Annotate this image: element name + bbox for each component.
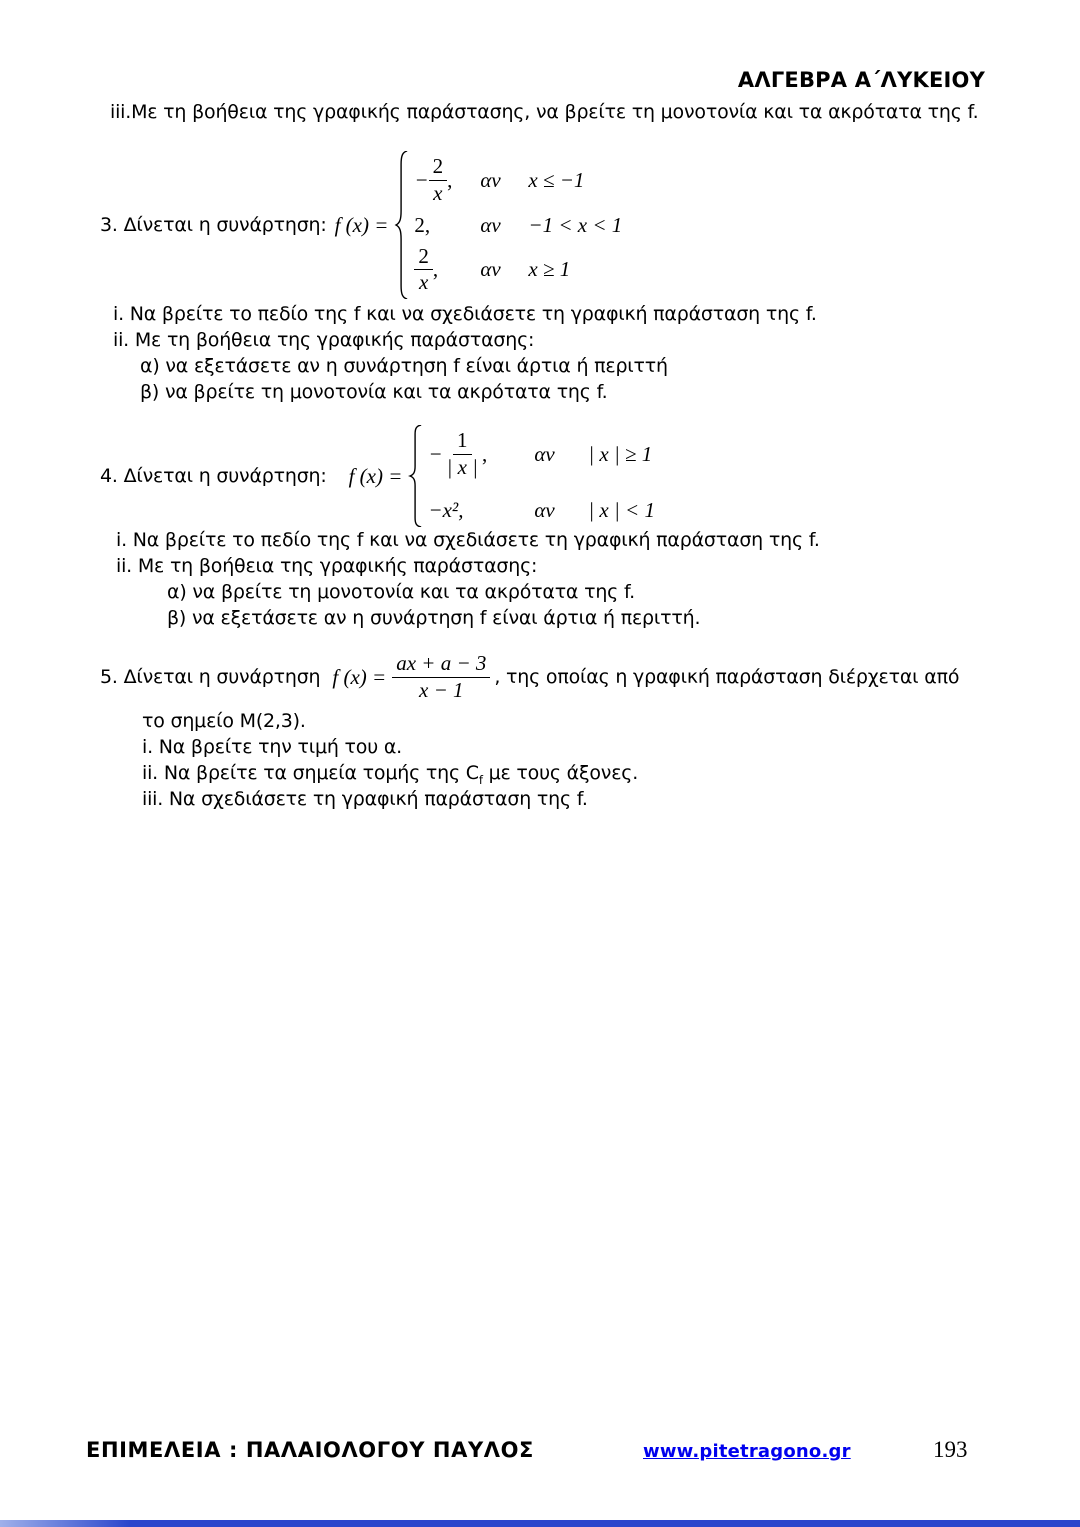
case-row (428, 498, 655, 523)
problem-5-function (100, 644, 959, 710)
problem-3-fx: f (x) = (334, 212, 389, 237)
case-an: αν (480, 257, 501, 282)
footer-page-number: 193 (933, 1437, 968, 1462)
problem-3-cases (410, 150, 622, 300)
problem-4-items (116, 527, 820, 631)
problem-5-lead: 5. Δίνεται η συνάρτηση (100, 666, 321, 688)
problem-5-item-ii: ii. Να βρείτε τα σημεία τομής της $C_f$ με τους άξονες. (142, 762, 639, 787)
problem-4-item-i: i. Να βρείτε το πεδίο της f και να σχεδιάσετε τη γραφική παράσταση της f. (116, 529, 820, 551)
comma: , (447, 167, 453, 192)
problem-4-function (100, 424, 655, 528)
case-expression: −x², (428, 498, 464, 522)
fraction: $\frac{1}{| x |}$ (446, 428, 478, 479)
problem-4-fx: f (x) = (348, 463, 403, 488)
problem-5-fx: f (x) = (332, 664, 387, 689)
case-condition: x ≥ 1 (528, 257, 571, 282)
problem-5-item-i: i. Να βρείτε την τιμή του α. (142, 736, 403, 758)
problem-3-lead: 3. Δίνεται η συνάρτηση: (100, 214, 327, 236)
fraction: $\frac{ax + a - 3}{x - 1}$ (392, 652, 490, 702)
footer-editor-credit: ΕΠΙΜΕΛΕΙΑ : ΠΑΛΑΙΟΛΟΓΟΥ ΠΑΥΛΟΣ (86, 1438, 534, 1462)
problem-5-after-fraction: , της οποίας η γραφική παράσταση διέρχεται από (494, 666, 960, 688)
case-row (428, 429, 655, 479)
problem-4-lead: 4. Δίνεται η συνάρτηση: (100, 465, 327, 487)
problem-3-function (100, 150, 622, 300)
problem-3-item-ii: ii. Με τη βοήθεια της γραφικής παράστασης: (113, 329, 535, 351)
problem-4-item-ii: ii. Με τη βοήθεια της γραφικής παράστασης: (116, 555, 538, 577)
case-condition: x ≤ −1 (528, 167, 585, 192)
problem-5-line2: το σημείο Μ(2,3). (142, 710, 306, 732)
comma: , (432, 257, 439, 282)
case-an: αν (480, 167, 501, 192)
problem-3-items (113, 301, 817, 405)
comma: , (481, 441, 488, 466)
page-header-title: ΑΛΓΕΒΡΑ Α΄ΛΥΚΕΙΟΥ (737, 68, 985, 92)
left-brace-icon (394, 151, 410, 299)
case-row (414, 245, 622, 295)
case-row (414, 155, 622, 205)
left-brace-icon (408, 425, 424, 527)
problem-3-item-i: i. Να βρείτε το πεδίο της f και να σχεδιάσετε τη γραφική παράσταση της f. (113, 303, 817, 325)
case-condition: −1 < x < 1 (528, 212, 623, 237)
problem-4-sub-a: α) να βρείτε τη μονοτονία και τα ακρότατα της f. (167, 581, 635, 603)
problem-5-item-iii: iii. Να σχεδιάσετε τη γραφική παράσταση της f. (142, 788, 588, 810)
case-row (414, 213, 622, 238)
case-expression: 2, (414, 212, 431, 237)
footer-website-link[interactable]: www.pitetragono.gr (643, 1441, 851, 1462)
problem-5-items (142, 708, 638, 812)
problem-3-sub-a: α) να εξετάσετε αν η συνάρτηση f είναι άρτια ή περιττή (140, 355, 668, 377)
case-an: αν (480, 212, 501, 237)
problem-3-sub-b: β) να βρείτε τη μονοτονία και τα ακρότατα της f. (140, 381, 608, 403)
case-an: αν (534, 498, 555, 522)
case-condition: | x | < 1 (588, 498, 655, 522)
fraction: $\frac{2}{x}$ (414, 245, 433, 295)
case-condition: | x | ≥ 1 (588, 441, 653, 466)
footer-bar (0, 1520, 1080, 1527)
cf-subscript: f (478, 772, 483, 787)
problem-4-cases (424, 424, 655, 528)
problem-4-sub-b: β) να εξετάσετε αν η συνάρτηση f είναι άρτια ή περιττή. (167, 607, 701, 629)
minus-sign: − (428, 441, 443, 466)
case-an: αν (534, 441, 555, 466)
minus-sign: − (414, 167, 429, 192)
fraction: $\frac{2}{x}$ (429, 155, 448, 205)
intro-item-iii: iii.Με τη βοήθεια της γραφικής παράστασης, να βρείτε τη μονοτονία και τα ακρότατα της f. (110, 101, 979, 123)
